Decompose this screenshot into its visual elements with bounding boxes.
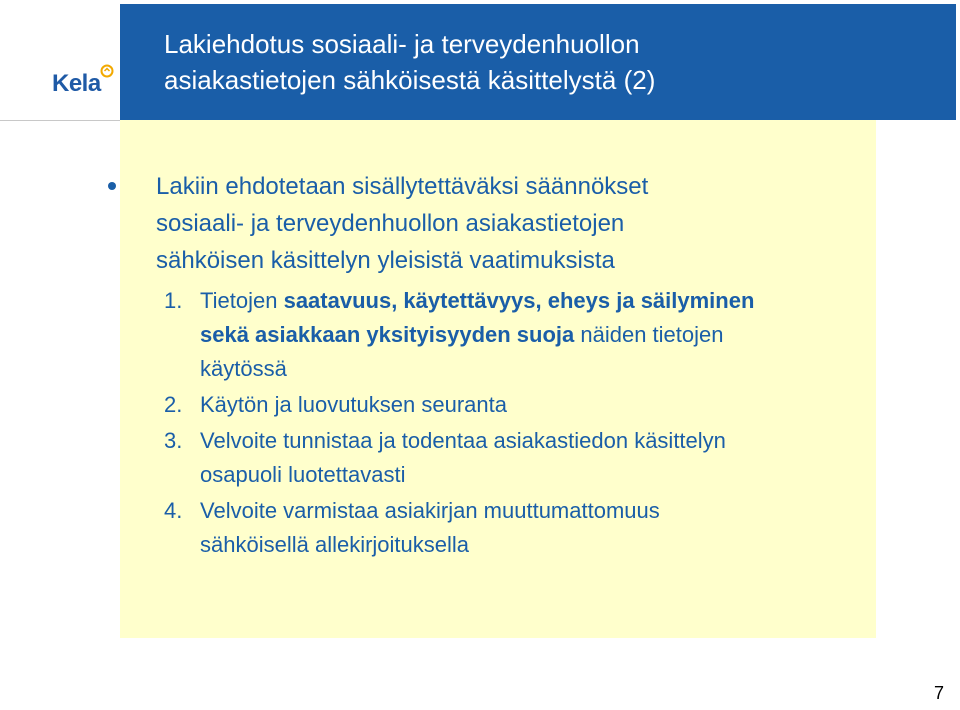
list-item [164,494,864,562]
main-bullet-line-3: sähköisen käsittelyn yleisistä vaatimuksista [156,247,615,274]
kela-logo [52,64,118,100]
header-divider [0,120,120,121]
bullet-dot-icon [108,182,116,190]
list-item-bold-text: saatavuus, käytettävyys, eheys ja säilyminen [283,288,755,313]
logo-text: Kela [52,70,101,97]
list-item-text: näiden tietojen [574,322,724,347]
list-item [164,284,864,386]
main-bullet-line-2: sosiaali- ja terveydenhuollon asiakastietojen [156,210,625,237]
list-item-line: Velvoite varmistaa asiakirjan muuttumattomuus [200,498,660,523]
list-item-bold-text: sekä asiakkaan yksityisyyden suoja [200,322,575,347]
list-item [164,424,864,492]
list-item-number: 2. [164,392,183,417]
content-panel [120,120,876,638]
list-item [164,388,864,422]
list-item-number: 3. [164,428,183,453]
list-item-number: 4. [164,498,183,523]
slide-title-line-1: Lakiehdotus sosiaali- ja terveydenhuollon [164,29,640,59]
kela-mark-icon [100,64,114,78]
requirements-list [164,284,864,564]
main-bullet-line-1: Lakiin ehdotetaan sisällytettäväksi säännökset [156,173,649,200]
list-item-line: Käytön ja luovutuksen seuranta [200,392,507,417]
header-band [120,4,956,120]
list-item-line: Velvoite tunnistaa ja todentaa asiakastiedon käsittelyn [200,428,726,453]
main-bullet-text [156,168,860,279]
slide-title [164,26,655,98]
list-item-line [200,318,864,352]
list-item-line: osapuoli luotettavasti [200,462,406,487]
list-item-text: Tietojen [200,288,284,313]
page-number: 7 [933,683,944,703]
list-item-line [200,284,864,318]
list-item-line: käytössä [200,356,287,381]
list-item-number: 1. [164,288,183,313]
slide-title-line-2: asiakastietojen sähköisestä käsittelystä (2) [164,65,656,95]
list-item-line: sähköisellä allekirjoituksella [200,532,470,557]
main-bullet [120,168,860,279]
